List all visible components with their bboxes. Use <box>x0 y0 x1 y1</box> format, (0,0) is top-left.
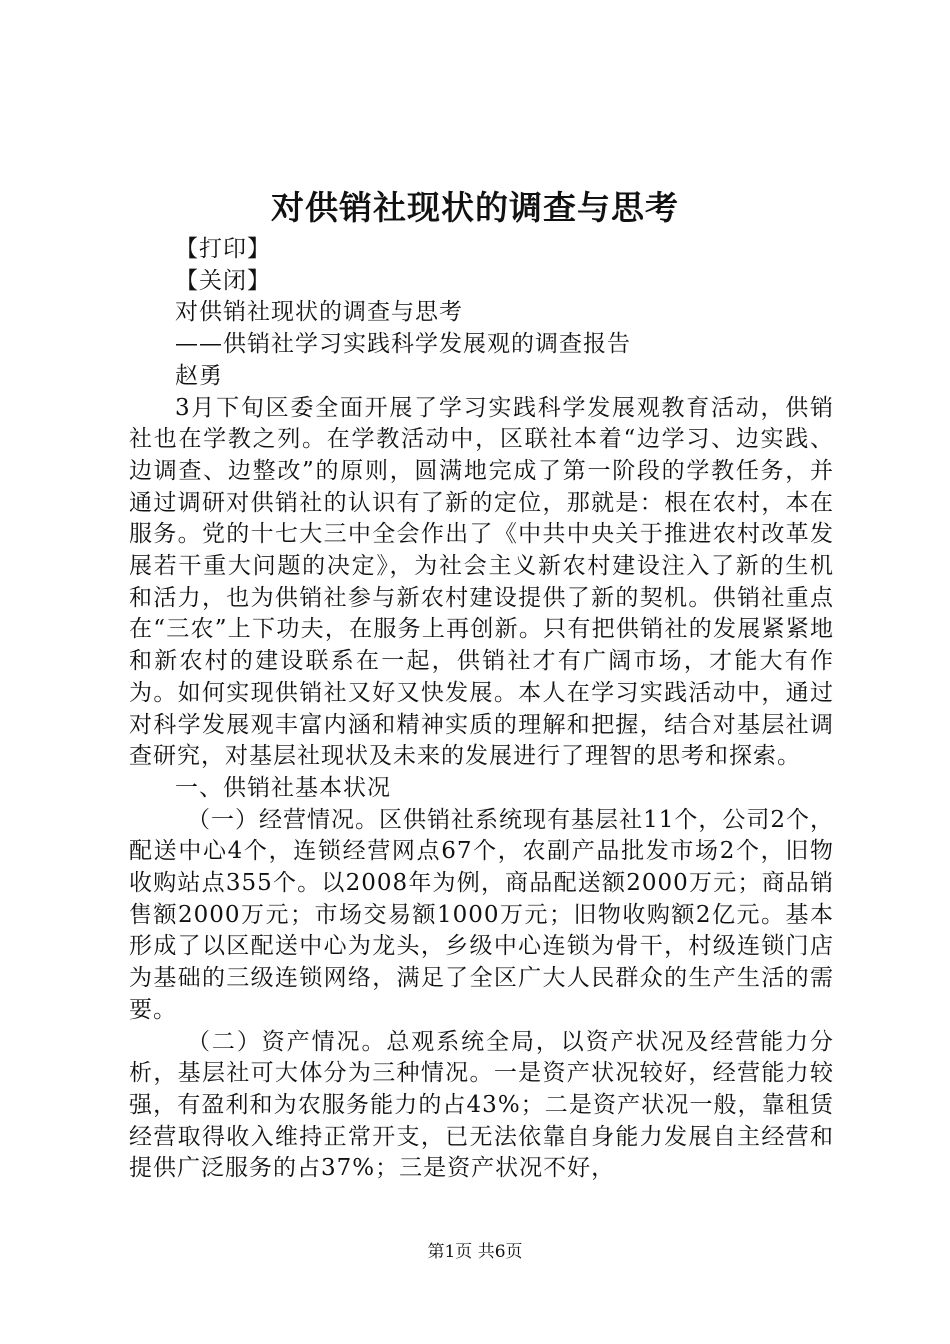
document-body <box>129 234 834 1185</box>
intro-paragraph: 3月下旬区委全面开展了学习实践科学发展观教育活动，供销社也在学教之列。在学教活动中，区联社本着“边学习、边实践、边调查、边整改”的原则，圆满地完成了第一阶段的学教任务，并通过调研对供销社的认识有了新的定位，那就是：根在农村，本在服务。党的十七大三中全会作出了《中共中央关于推进农村改革发展若干重大问题的决定》，为社会主义新农村建设注入了新的生机和活力，也为供销社参与新农村建设提供了新的契机。供销社重点在“三农”上下功夫，在服务上再创新。只有把供销社的发展紧紧地和新农村的建设联系在一起，供销社才有广阔市场，才能大有作为。如何实现供销社又好又快发展。本人在学习实践活动中，通过对科学发展观丰富内涵和精神实质的理解和把握，结合对基层社调查研究，对基层社现状及未来的发展进行了理智的思考和探索。 <box>129 394 834 770</box>
report-subtitle: ——供销社学习实践科学发展观的调查报告 <box>175 331 631 358</box>
business-paragraph: （一）经营情况。区供销社系统现有基层社11个，公司2个，配送中心4个，连锁经营网点67个，农副产品批发市场2个，旧物收购站点355个。以2008年为例，商品配送额2000万元；商品销售额2000万元；市场交易额1000万元；旧物收购额2亿元。基本形成了以区配送中心为龙头，乡级中心连锁为骨干，村级连锁门店为基础的三级连锁网络，满足了全区广大人民群众的生产生活的需要。 <box>129 806 834 1023</box>
page-footer: 第1页 共6页 <box>427 1242 523 1262</box>
close-link[interactable]: 【关闭】 <box>175 267 271 294</box>
assets-paragraph: （二）资产情况。总观系统全局，以资产状况及经营能力分析，基层社可大体分为三种情况。一是资产状况较好，经营能力较强，有盈利和为农服务能力的占43%；二是资产状况一般，靠租赁经营取得收入维持正常开支，已无法依靠自身能力发展自主经营和提供广泛服务的占37%；三是资产状况不好， <box>129 1028 834 1182</box>
article-subtitle: 对供销社现状的调查与思考 <box>175 299 463 326</box>
document-title: 对供销社现状的调查与思考 <box>271 188 679 227</box>
author-name: 赵勇 <box>175 362 223 389</box>
section-heading-basic-status: 一、供销社基本状况 <box>175 774 391 801</box>
print-link[interactable]: 【打印】 <box>175 236 271 262</box>
